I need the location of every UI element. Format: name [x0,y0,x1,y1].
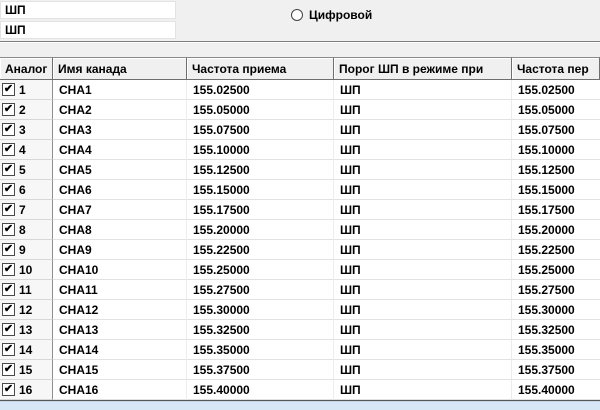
table-row[interactable] [0,180,600,200]
squelch-threshold-cell[interactable]: ШП [334,280,512,300]
channel-number: 13 [19,323,33,337]
tx-frequency-cell[interactable]: 155.32500 [512,320,600,340]
rx-frequency-cell[interactable]: 155.30000 [187,300,334,320]
table-row[interactable] [0,200,600,220]
table-body [0,80,600,401]
squelch-threshold-cell[interactable]: ШП [334,100,512,120]
header-analog[interactable]: Аналог [0,57,53,80]
table-row[interactable] [0,280,600,300]
tx-frequency-cell[interactable]: 155.07500 [512,120,600,140]
channel-number: 6 [19,183,26,197]
tx-frequency-cell[interactable]: 155.22500 [512,240,600,260]
table-row[interactable] [0,380,600,400]
row-header-cell[interactable] [0,240,53,260]
channel-number: 16 [19,383,33,397]
channel-number: 1 [19,83,26,97]
channel-number: 14 [19,343,33,357]
channel-number: 7 [19,203,26,217]
table-row[interactable] [0,220,600,240]
table-row[interactable] [0,320,600,340]
header-tx-frequency[interactable]: Частота пер [512,57,600,80]
squelch-threshold-cell[interactable]: ШП [334,300,512,320]
digital-mode-radio-group[interactable] [291,8,372,22]
digital-mode-radio-label: Цифровой [309,8,373,22]
row-header-cell[interactable] [0,320,53,340]
row-header-cell[interactable] [0,200,53,220]
channel-number: 8 [19,223,26,237]
squelch-threshold-cell[interactable]: ШП [334,260,512,280]
rx-frequency-cell[interactable]: 155.05000 [187,100,334,120]
tx-frequency-cell[interactable]: 155.05000 [512,100,600,120]
channel-checkbox-checked-icon[interactable]: ✔ [3,283,14,295]
tx-frequency-cell[interactable]: 155.17500 [512,200,600,220]
row-header-cell[interactable] [0,220,53,240]
header-rx-frequency[interactable]: Частота приема [187,57,334,80]
tx-frequency-cell[interactable]: 155.02500 [512,80,600,100]
row-header-cell[interactable] [0,300,53,320]
header-channel-name[interactable]: Имя канада [53,57,187,80]
table-row[interactable] [0,300,600,320]
table-header-row [0,57,600,80]
channel-checkbox-checked-icon[interactable]: ✔ [3,223,14,235]
channel-name-cell[interactable]: CHA2 [53,100,187,120]
tx-frequency-cell[interactable]: 155.40000 [512,380,600,400]
row-header-cell[interactable] [0,80,53,100]
channel-name-cell[interactable]: CHA1 [53,80,187,100]
channel-checkbox-checked-icon[interactable]: ✔ [3,243,14,255]
rx-frequency-cell[interactable]: 155.10000 [187,140,334,160]
channel-name-cell[interactable]: CHA10 [53,260,187,280]
table-row[interactable] [0,120,600,140]
channel-checkbox-checked-icon[interactable]: ✔ [3,83,14,95]
table-row[interactable] [0,240,600,260]
channel-checkbox-checked-icon[interactable]: ✔ [3,183,14,195]
tx-frequency-cell[interactable]: 155.20000 [512,220,600,240]
row-header-cell[interactable] [0,100,53,120]
rx-frequency-cell[interactable]: 155.12500 [187,160,334,180]
channel-number: 2 [19,103,26,117]
row-header-cell[interactable] [0,140,53,160]
channel-number: 5 [19,163,26,177]
tx-frequency-cell[interactable]: 155.25000 [512,260,600,280]
channel-name-cell[interactable]: CHA4 [53,140,187,160]
channel-checkbox-checked-icon[interactable]: ✔ [3,203,14,215]
rx-frequency-cell[interactable]: 155.25000 [187,260,334,280]
channel-number: 9 [19,243,26,257]
rx-frequency-cell[interactable]: 155.37500 [187,360,334,380]
row-header-cell[interactable] [0,360,53,380]
channel-number: 10 [19,263,33,277]
squelch-threshold-cell[interactable]: ШП [334,360,512,380]
table-row[interactable] [0,100,600,120]
squelch-threshold-cell[interactable]: ШП [334,240,512,260]
row-header-cell[interactable] [0,380,53,400]
rx-frequency-cell[interactable]: 155.32500 [187,320,334,340]
channel-number: 3 [19,123,26,137]
rx-frequency-cell[interactable]: 155.02500 [187,80,334,100]
channel-checkbox-checked-icon[interactable]: ✔ [3,163,14,175]
header-squelch-threshold[interactable]: Порог ШП в режиме при [334,57,512,80]
squelch-threshold-cell[interactable]: ШП [334,200,512,220]
rx-frequency-cell[interactable]: 155.07500 [187,120,334,140]
channel-number: 15 [19,363,33,377]
channel-name-cell[interactable]: CHA15 [53,360,187,380]
row-header-cell[interactable] [0,280,53,300]
channel-checkbox-checked-icon[interactable]: ✔ [3,263,14,275]
channel-name-cell[interactable]: CHA12 [53,300,187,320]
row-header-cell[interactable] [0,180,53,200]
tx-frequency-cell[interactable]: 155.35000 [512,340,600,360]
rx-frequency-cell[interactable]: 155.40000 [187,380,334,400]
table-row[interactable] [0,140,600,160]
channel-name-cell[interactable]: CHA14 [53,340,187,360]
row-header-cell[interactable] [0,340,53,360]
channel-number: 12 [19,303,33,317]
channel-checkbox-checked-icon[interactable]: ✔ [3,103,14,115]
channel-name-cell[interactable]: CHA6 [53,180,187,200]
radio-unchecked-icon[interactable] [291,9,303,21]
table-row[interactable] [0,80,600,100]
channel-number: 11 [19,283,32,297]
bottom-scroll-strip[interactable] [0,401,600,410]
channel-checkbox-checked-icon[interactable]: ✔ [3,303,14,315]
table-row[interactable] [0,340,600,360]
channel-checkbox-checked-icon[interactable]: ✔ [3,143,14,155]
squelch-threshold-cell[interactable]: ШП [334,220,512,240]
rx-frequency-cell[interactable]: 155.22500 [187,240,334,260]
tx-frequency-cell[interactable]: 155.37500 [512,360,600,380]
channel-name-cell[interactable]: CHA11 [53,280,187,300]
squelch-threshold-cell[interactable]: ШП [334,380,512,400]
rx-frequency-cell[interactable]: 155.15000 [187,180,334,200]
squelch-field-1[interactable]: ШП [0,1,176,19]
row-header-cell[interactable] [0,260,53,280]
squelch-threshold-cell[interactable]: ШП [334,140,512,160]
rx-frequency-cell[interactable]: 155.27500 [187,280,334,300]
squelch-threshold-cell[interactable]: ШП [334,120,512,140]
channel-name-cell[interactable]: CHA13 [53,320,187,340]
squelch-threshold-cell[interactable]: ШП [334,340,512,360]
rx-frequency-cell[interactable]: 155.17500 [187,200,334,220]
row-header-cell[interactable] [0,160,53,180]
channel-name-cell[interactable]: CHA3 [53,120,187,140]
table-row[interactable] [0,360,600,380]
channel-table [0,57,600,401]
channel-name-cell[interactable]: CHA8 [53,220,187,240]
table-row[interactable] [0,160,600,180]
squelch-threshold-cell[interactable]: ШП [334,180,512,200]
squelch-threshold-cell[interactable]: ШП [334,80,512,100]
channel-number: 4 [19,143,26,157]
squelch-field-2[interactable]: ШП [0,21,176,39]
channel-checkbox-checked-icon[interactable]: ✔ [3,363,14,375]
tx-frequency-cell[interactable]: 155.10000 [512,140,600,160]
rx-frequency-cell[interactable]: 155.20000 [187,220,334,240]
table-row[interactable] [0,260,600,280]
channel-name-cell[interactable]: CHA7 [53,200,187,220]
channel-checkbox-checked-icon[interactable]: ✔ [3,323,14,335]
tx-frequency-cell[interactable]: 155.12500 [512,160,600,180]
channel-checkbox-checked-icon[interactable]: ✔ [3,123,14,135]
channel-name-cell[interactable]: CHA9 [53,240,187,260]
channel-name-cell[interactable]: CHA5 [53,160,187,180]
tx-frequency-cell[interactable]: 155.15000 [512,180,600,200]
row-header-cell[interactable] [0,120,53,140]
squelch-threshold-cell[interactable]: ШП [334,160,512,180]
channel-checkbox-checked-icon[interactable]: ✔ [3,343,14,355]
panel-divider [0,41,600,42]
rx-frequency-cell[interactable]: 155.35000 [187,340,334,360]
tx-frequency-cell[interactable]: 155.30000 [512,300,600,320]
channel-checkbox-checked-icon[interactable]: ✔ [3,383,14,395]
tx-frequency-cell[interactable]: 155.27500 [512,280,600,300]
squelch-threshold-cell[interactable]: ШП [334,320,512,340]
channel-name-cell[interactable]: CHA16 [53,380,187,400]
